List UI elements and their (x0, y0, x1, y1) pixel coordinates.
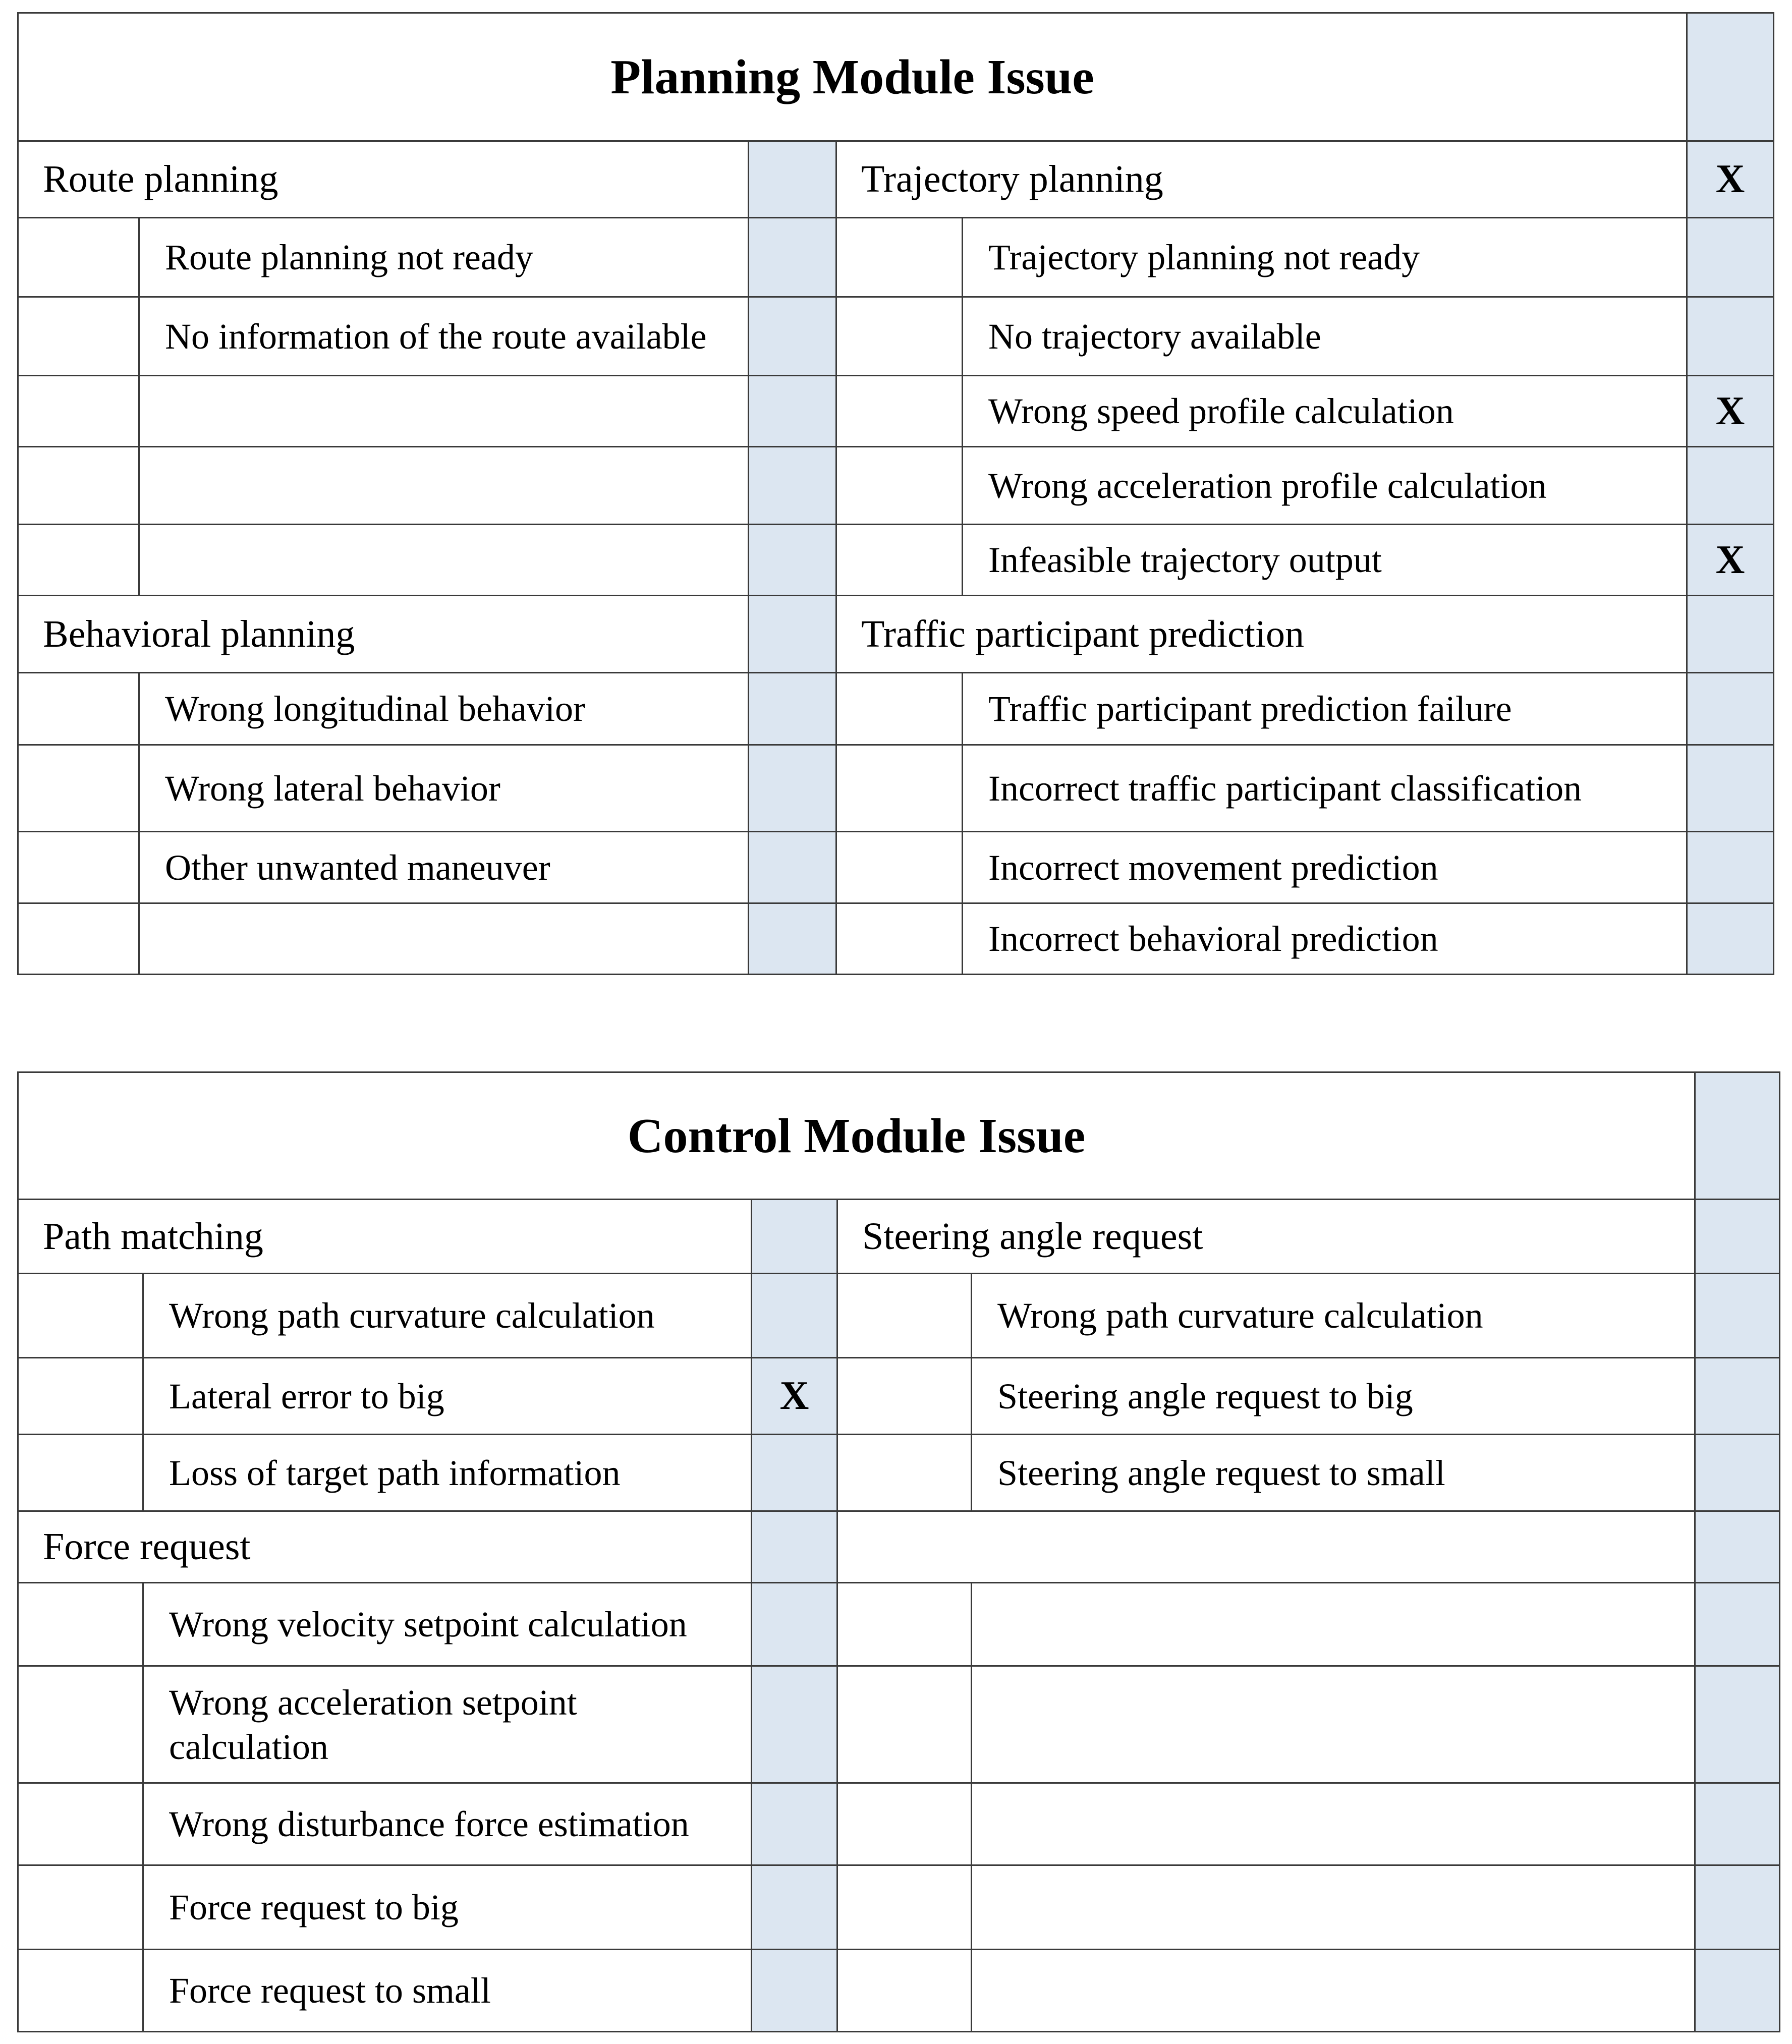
empty-item (972, 1583, 1695, 1666)
trajectory-item-checkbox[interactable] (1687, 297, 1774, 376)
indent-cell (836, 297, 963, 376)
steering-item-checkbox[interactable] (1695, 1274, 1780, 1358)
empty-item (139, 903, 749, 975)
indent-cell (837, 1950, 972, 2032)
traffic-item-checkbox[interactable] (1687, 903, 1774, 975)
behavioral-item-checkbox[interactable] (749, 832, 836, 903)
empty-checkbox[interactable] (1695, 1511, 1780, 1583)
behavioral-item: Other unwanted maneuver (139, 832, 749, 903)
trajectory-item: Infeasible trajectory output (963, 525, 1687, 596)
path-matching-checkbox[interactable] (752, 1200, 837, 1274)
trajectory-item: Wrong acceleration profile calculation (963, 447, 1687, 525)
traffic-item-checkbox[interactable] (1687, 745, 1774, 832)
steering-item: Steering angle request to small (972, 1435, 1695, 1511)
indent-cell (18, 525, 139, 596)
traffic-item: Incorrect behavioral prediction (963, 903, 1687, 975)
route-item: Route planning not ready (139, 218, 749, 297)
steering-item-checkbox[interactable] (1695, 1358, 1780, 1435)
traffic-prediction-label: Traffic participant prediction (836, 596, 1687, 673)
trajectory-item: No trajectory available (963, 297, 1687, 376)
indent-cell (18, 1666, 143, 1783)
indent-cell (18, 1274, 143, 1358)
path-matching-item-checkbox[interactable] (752, 1435, 837, 1511)
indent-cell (18, 1583, 143, 1666)
indent-cell (837, 1583, 972, 1666)
steering-angle-label: Steering angle request (837, 1200, 1695, 1274)
empty-checkbox[interactable] (1695, 1865, 1780, 1950)
indent-cell (837, 1783, 972, 1865)
traffic-prediction-checkbox[interactable] (1687, 596, 1774, 673)
empty-checkbox[interactable] (749, 525, 836, 596)
force-item: Force request to big (143, 1865, 752, 1950)
control-title-checkbox[interactable] (1695, 1072, 1780, 1200)
planning-module-table (17, 12, 1774, 975)
trajectory-item-checkbox[interactable]: X (1687, 525, 1774, 596)
indent-cell (837, 1358, 972, 1435)
indent-cell (837, 1865, 972, 1950)
force-item: Force request to small (143, 1950, 752, 2032)
empty-item (972, 1666, 1695, 1783)
empty-item (972, 1783, 1695, 1865)
path-matching-item-checkbox[interactable]: X (752, 1358, 837, 1435)
force-item: Wrong acceleration setpoint calculation (143, 1666, 752, 1783)
force-item-checkbox[interactable] (752, 1783, 837, 1865)
indent-cell (18, 1358, 143, 1435)
trajectory-item-checkbox[interactable] (1687, 218, 1774, 297)
force-request-checkbox[interactable] (752, 1511, 837, 1583)
route-item: No information of the route available (139, 297, 749, 376)
force-item-checkbox[interactable] (752, 1950, 837, 2032)
force-item-checkbox[interactable] (752, 1583, 837, 1666)
behavioral-item: Wrong lateral behavior (139, 745, 749, 832)
path-matching-item: Lateral error to big (143, 1358, 752, 1435)
empty-item (139, 447, 749, 525)
steering-item-checkbox[interactable] (1695, 1435, 1780, 1511)
indent-cell (18, 745, 139, 832)
indent-cell (836, 673, 963, 745)
empty-checkbox[interactable] (1695, 1783, 1780, 1865)
force-item: Wrong velocity setpoint calculation (143, 1583, 752, 1666)
path-matching-item: Loss of target path information (143, 1435, 752, 1511)
indent-cell (18, 673, 139, 745)
behavioral-item-checkbox[interactable] (749, 745, 836, 832)
indent-cell (837, 1666, 972, 1783)
trajectory-planning-label: Trajectory planning (836, 141, 1687, 218)
force-request-label: Force request (18, 1511, 752, 1583)
route-planning-label: Route planning (18, 141, 749, 218)
trajectory-item-checkbox[interactable] (1687, 447, 1774, 525)
route-item-checkbox[interactable] (749, 218, 836, 297)
empty-checkbox[interactable] (749, 447, 836, 525)
empty-checkbox[interactable] (1695, 1583, 1780, 1666)
traffic-item: Traffic participant prediction failure (963, 673, 1687, 745)
empty-category (837, 1511, 1695, 1583)
empty-checkbox[interactable] (1695, 1950, 1780, 2032)
path-matching-item: Wrong path curvature calculation (143, 1274, 752, 1358)
force-item-checkbox[interactable] (752, 1666, 837, 1783)
steering-item: Wrong path curvature calculation (972, 1274, 1695, 1358)
path-matching-label: Path matching (18, 1200, 752, 1274)
empty-item (972, 1865, 1695, 1950)
indent-cell (836, 525, 963, 596)
route-planning-checkbox[interactable] (749, 141, 836, 218)
control-module-table (17, 1071, 1780, 2032)
empty-item (139, 376, 749, 447)
route-item-checkbox[interactable] (749, 297, 836, 376)
empty-checkbox[interactable] (1695, 1666, 1780, 1783)
path-matching-item-checkbox[interactable] (752, 1274, 837, 1358)
traffic-item: Incorrect traffic participant classification (963, 745, 1687, 832)
empty-checkbox[interactable] (749, 376, 836, 447)
planning-title-checkbox[interactable] (1687, 13, 1774, 141)
traffic-item: Incorrect movement prediction (963, 832, 1687, 903)
behavioral-item-checkbox[interactable] (749, 673, 836, 745)
indent-cell (836, 376, 963, 447)
indent-cell (18, 903, 139, 975)
trajectory-item: Wrong speed profile calculation (963, 376, 1687, 447)
empty-item (972, 1950, 1695, 2032)
empty-item (139, 525, 749, 596)
indent-cell (18, 218, 139, 297)
indent-cell (18, 1950, 143, 2032)
indent-cell (837, 1435, 972, 1511)
behavioral-planning-label: Behavioral planning (18, 596, 749, 673)
indent-cell (18, 376, 139, 447)
indent-cell (836, 832, 963, 903)
indent-cell (836, 903, 963, 975)
planning-title: Planning Module Issue (18, 13, 1687, 141)
force-item: Wrong disturbance force estimation (143, 1783, 752, 1865)
behavioral-item: Wrong longitudinal behavior (139, 673, 749, 745)
indent-cell (18, 1435, 143, 1511)
force-item-checkbox[interactable] (752, 1865, 837, 1950)
indent-cell (18, 1865, 143, 1950)
control-title: Control Module Issue (18, 1072, 1695, 1200)
indent-cell (836, 218, 963, 297)
indent-cell (18, 447, 139, 525)
behavioral-planning-checkbox[interactable] (749, 596, 836, 673)
empty-checkbox[interactable] (749, 903, 836, 975)
trajectory-planning-checkbox[interactable]: X (1687, 141, 1774, 218)
steering-angle-checkbox[interactable] (1695, 1200, 1780, 1274)
steering-item: Steering angle request to big (972, 1358, 1695, 1435)
indent-cell (18, 832, 139, 903)
indent-cell (836, 447, 963, 525)
traffic-item-checkbox[interactable] (1687, 832, 1774, 903)
traffic-item-checkbox[interactable] (1687, 673, 1774, 745)
trajectory-item-checkbox[interactable]: X (1687, 376, 1774, 447)
indent-cell (836, 745, 963, 832)
indent-cell (18, 297, 139, 376)
trajectory-item: Trajectory planning not ready (963, 218, 1687, 297)
indent-cell (837, 1274, 972, 1358)
indent-cell (18, 1783, 143, 1865)
